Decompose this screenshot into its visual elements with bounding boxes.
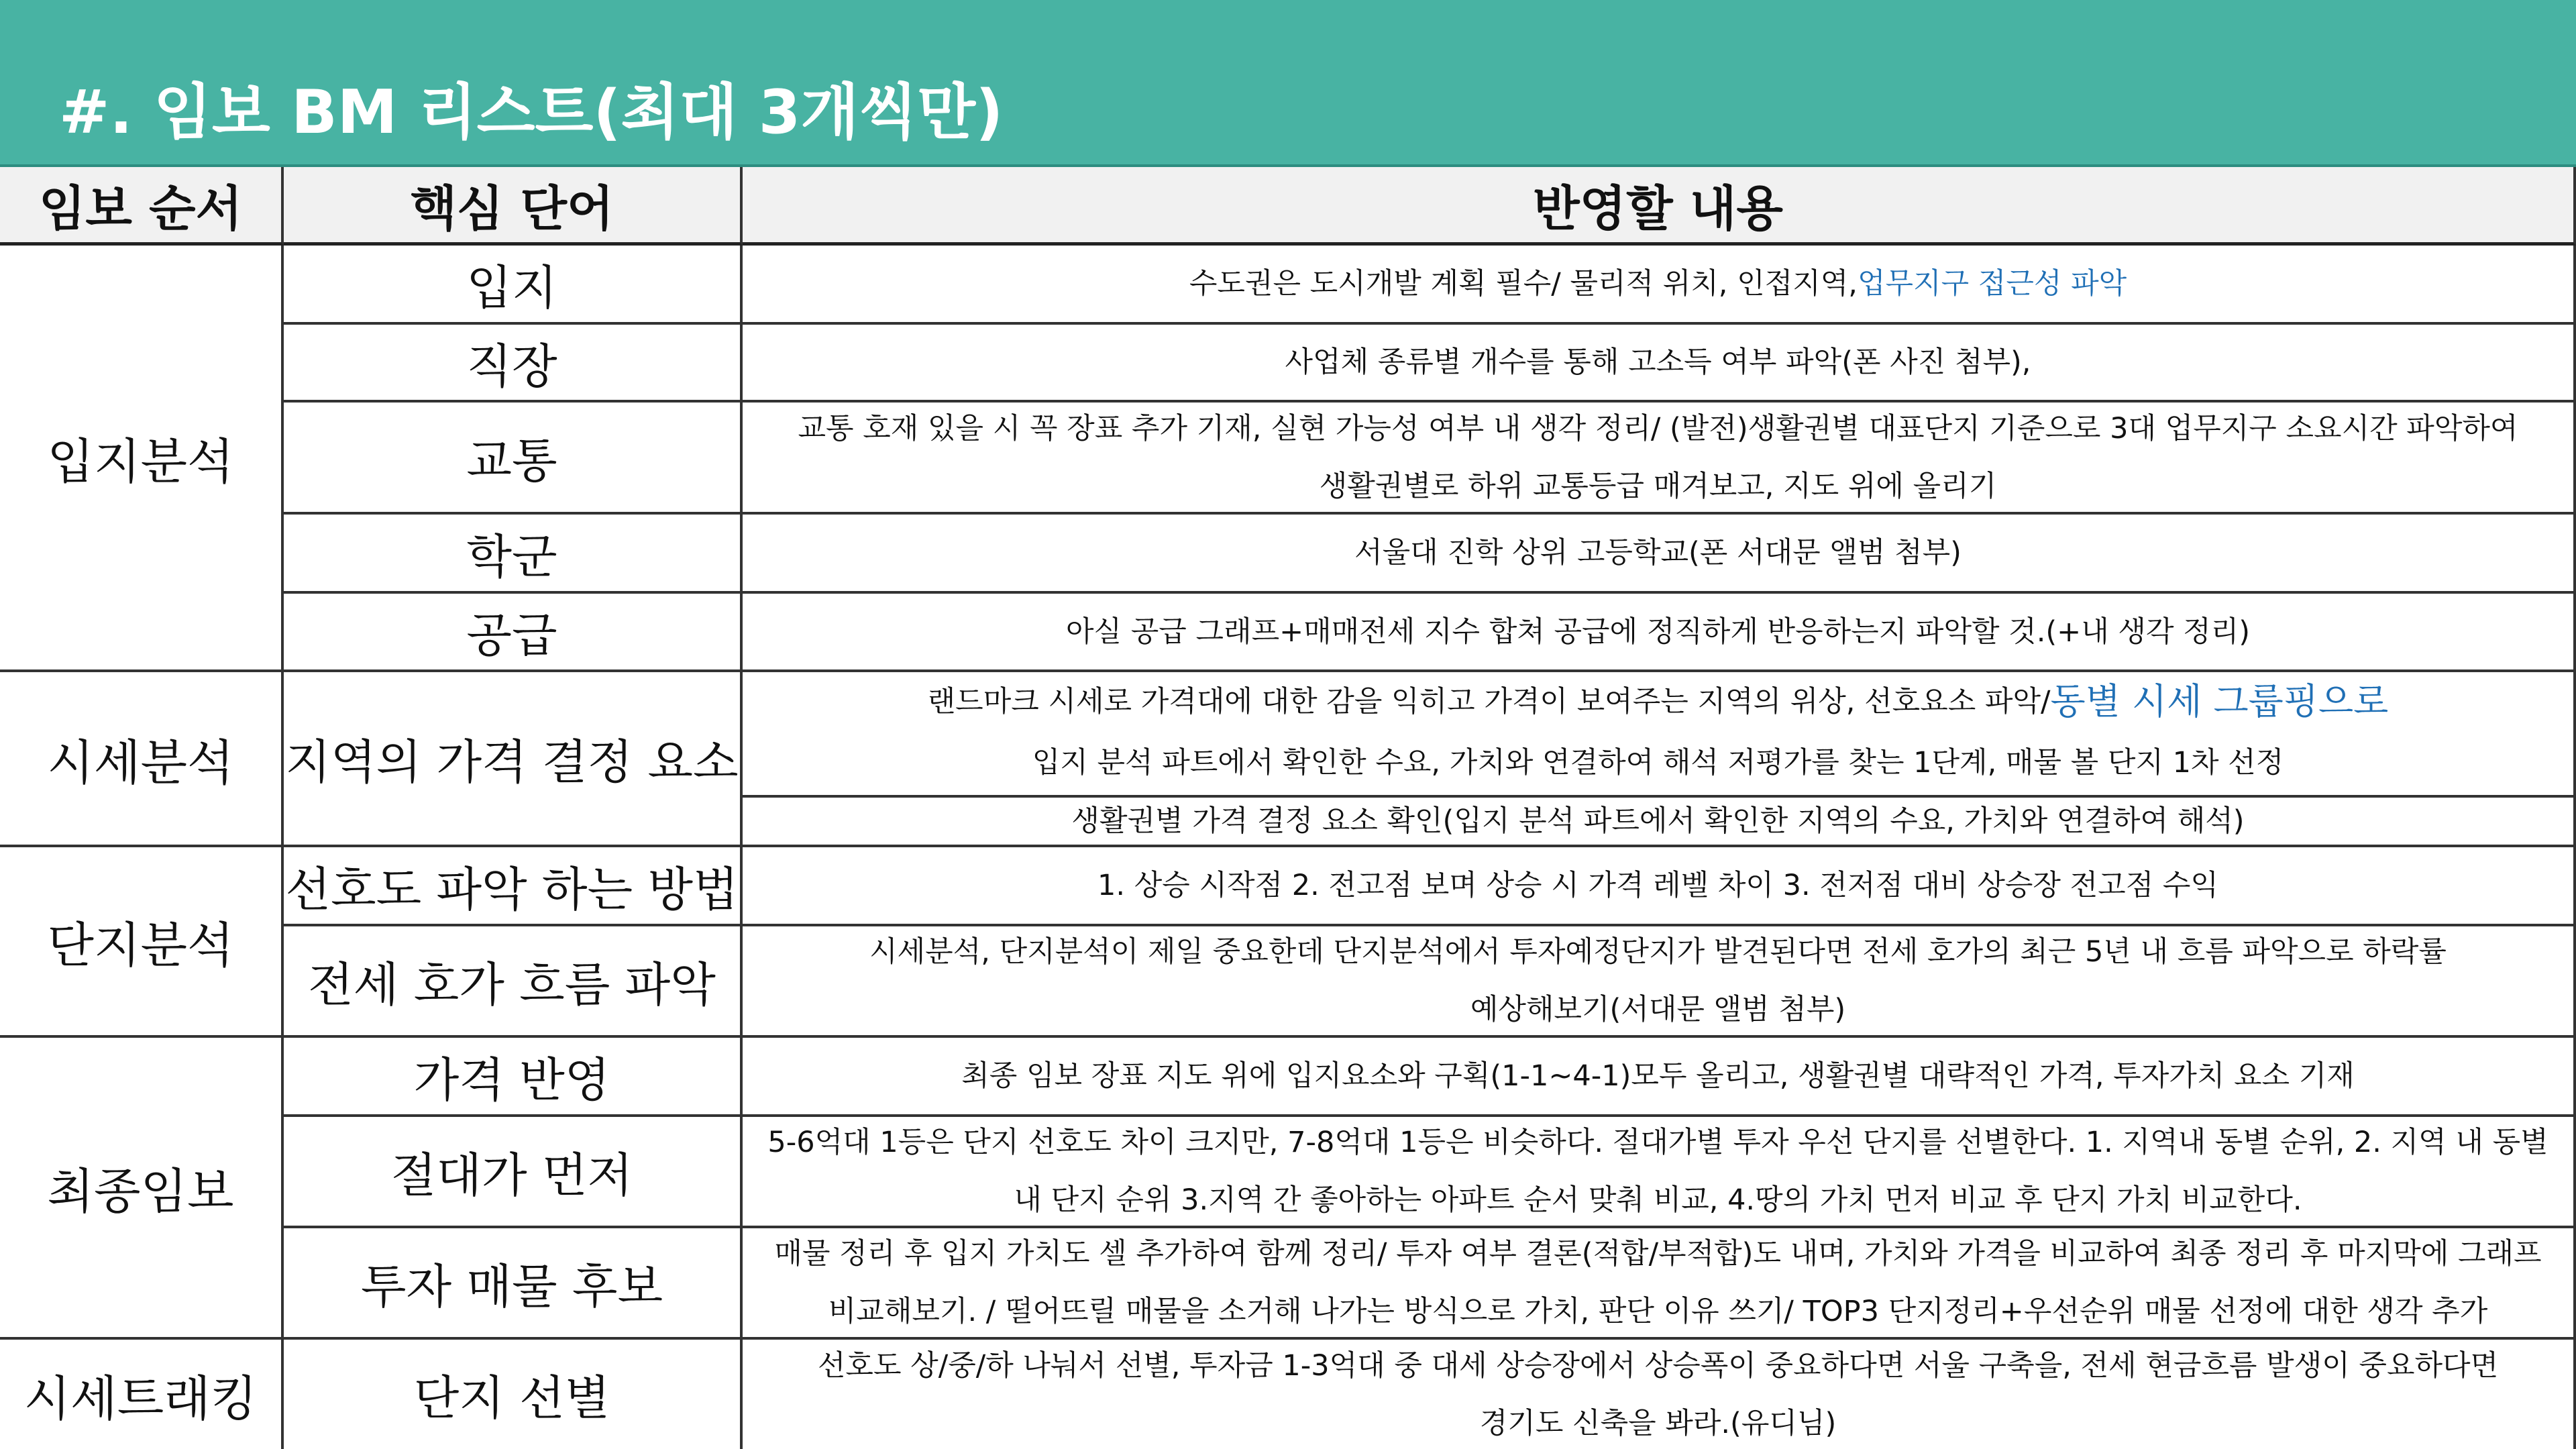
content-cell: 최종 임보 장표 지도 위에 입지요소와 구획(1-1~4-1)모두 올리고, 생활권별 대략적인 가격, 투자가치 요소 기재 xyxy=(743,1038,2576,1117)
content-cell xyxy=(743,1340,2576,1449)
keyword-cell: 입지 xyxy=(284,246,743,325)
keyword-cell: 지역의 가격 결정 요소 xyxy=(284,672,743,847)
category-complex: 단지분석 xyxy=(0,847,284,1038)
content-cell: 사업체 종류별 개수를 통해 고소득 여부 파악(폰 사진 첨부), xyxy=(743,325,2576,402)
content-line: 선호도 상/중/하 나눠서 선별, 투자금 1-3억대 중 대세 상승장에서 상승폭이 중요하다면 서울 구축을, 전세 현금흐름 발생이 중요하다면 xyxy=(817,1348,2499,1383)
content-text: 랜드마크 시세로 가격대에 대한 감을 익히고 가격이 보여주는 지역의 위상, 선호요소 파악/ xyxy=(927,684,2051,718)
content-highlight: 동별 시세 그룹핑으로 xyxy=(2050,680,2389,722)
keyword-cell: 공급 xyxy=(284,594,743,672)
category-price: 시세분석 xyxy=(0,672,284,847)
keyword-cell: 절대가 먼저 xyxy=(284,1117,743,1228)
category-location: 입지분석 xyxy=(0,246,284,672)
content-cell: 입지 분석 파트에서 확인한 수요, 가치와 연결하여 해석 저평가를 찾는 1단계, 매물 볼 단지 1차 선정 xyxy=(743,731,2576,798)
keyword-cell: 전세 호가 흐름 파악 xyxy=(284,926,743,1038)
content-cell xyxy=(743,672,2576,731)
col-header-content: 반영할 내용 xyxy=(743,167,2576,246)
content-cell xyxy=(743,1228,2576,1340)
keyword-cell: 투자 매물 후보 xyxy=(284,1228,743,1340)
keyword-cell: 학군 xyxy=(284,515,743,594)
page-title: #. 임보 BM 리스트(최대 3개씩만) xyxy=(59,77,1004,148)
content-line: 예상해보기(서대문 앨범 첨부) xyxy=(1470,993,1846,1026)
content-line: 경기도 신축을 봐라.(유디님) xyxy=(1479,1406,1837,1440)
content-cell: 아실 공급 그래프+매매전세 지수 합쳐 공급에 정직하게 반응하는지 파악할 것.(+내 생각 정리) xyxy=(743,594,2576,672)
content-line: 비교해보기. / 떨어뜨릴 매물을 소거해 나가는 방식으로 가치, 판단 이유 쓰기/ TOP3 단지정리+우선순위 매물 선정에 대한 생각 추가 xyxy=(828,1295,2488,1328)
content-line: 내 단지 순위 3.지역 간 좋아하는 아파트 순서 맞춰 비교, 4.땅의 가치 먼저 비교 후 단지 가치 비교한다. xyxy=(1014,1183,2302,1217)
content-cell: 생활권별 가격 결정 요소 확인(입지 분석 파트에서 확인한 지역의 수요, 가치와 연결하여 해석) xyxy=(743,798,2576,847)
content-line: 시세분석, 단지분석이 제일 중요한데 단지분석에서 투자예정단지가 발견된다면 전세 호가의 최근 5년 내 흐름 파악으로 하락률 xyxy=(869,935,2447,969)
content-cell xyxy=(743,246,2576,325)
content-cell xyxy=(743,402,2576,515)
content-text: 수도권은 도시개발 계획 필수/ 물리적 위치, 인접지역, xyxy=(1189,267,1858,301)
content-cell: 서울대 진학 상위 고등학교(폰 서대문 앨범 첨부) xyxy=(743,515,2576,594)
title-banner xyxy=(0,0,2576,167)
keyword-cell: 교통 xyxy=(284,402,743,515)
keyword-cell: 직장 xyxy=(284,325,743,402)
content-cell xyxy=(743,1117,2576,1228)
col-header-keyword: 핵심 단어 xyxy=(284,167,743,246)
content-cell xyxy=(743,926,2576,1038)
content-highlight: 업무지구 접근성 파악 xyxy=(1857,267,2127,301)
content-line: 교통 호재 있을 시 꼭 장표 추가 기재, 실현 가능성 여부 내 생각 정리/ (발전)생활권별 대표단지 기준으로 3대 업무지구 소요시간 파악하여 xyxy=(798,411,2518,445)
content-line: 생활권별로 하위 교통등급 매겨보고, 지도 위에 올리기 xyxy=(1319,469,1997,503)
content-line: 5-6억대 1등은 단지 선호도 차이 크지만, 7-8억대 1등은 비슷하다. 절대가별 투자 우선 단지를 선별한다. 1. 지역내 동별 순위, 2. 지역 내 동별 xyxy=(767,1126,2548,1159)
category-price-tracking: 시세트래킹 xyxy=(0,1340,284,1449)
category-final-report: 최종임보 xyxy=(0,1038,284,1340)
bm-table xyxy=(0,167,2576,1449)
content-line: 매물 정리 후 입지 가치도 셀 추가하여 함께 정리/ 투자 여부 결론(적합/부적합)도 내며, 가치와 가격을 비교하여 최종 정리 후 마지막에 그래프 xyxy=(774,1237,2542,1271)
keyword-cell: 단지 선별 xyxy=(284,1340,743,1449)
col-header-order: 임보 순서 xyxy=(0,167,284,246)
keyword-cell: 가격 반영 xyxy=(284,1038,743,1117)
content-cell: 1. 상승 시작점 2. 전고점 보며 상승 시 가격 레벨 차이 3. 전저점 대비 상승장 전고점 수익 xyxy=(743,847,2576,926)
keyword-cell: 선호도 파악 하는 방법 xyxy=(284,847,743,926)
